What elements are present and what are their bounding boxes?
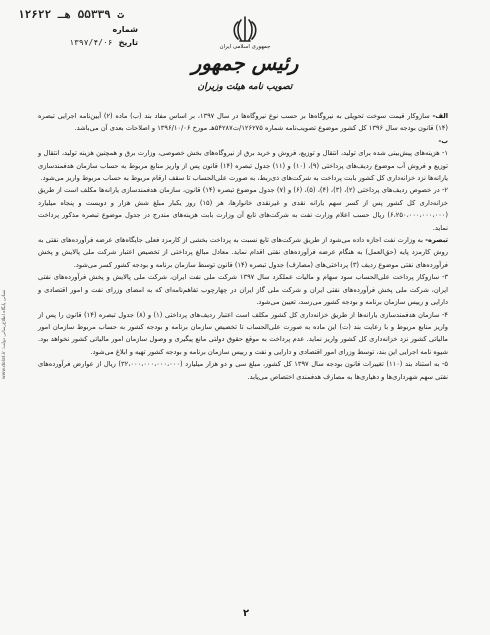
section-a-lead: الف-: [432, 112, 448, 120]
date-value: ۱۳۹۷/۴/۰۶: [69, 38, 113, 47]
note-lead: تبصره-: [425, 236, 448, 245]
number-label: شماره: [112, 25, 138, 34]
section-a-text: سازوکار قیمت سوخت تحویلی به نیروگاه‌ها بر حسب نوع نیروگاه‌ها در سال ۱۳۹۷، بر اساس مفاد بند (ب) ماده (۲) آیین‌نامه اجرایی تبصره (۱۴) قانون بودجه سال ۱۳۹۶ کل کشور موضوع تصویب‌نامه شماره ۱۲۶۲۷۵/ت۵۴۲۸۷هـ مورخ ۱۳۹۶/۱۰/۰۶ و اصلاحات بعدی آن می‌باشد.: [38, 112, 448, 133]
reference-block: [18, 8, 138, 47]
side-margin-text: نشانی پایگاه اطلاع‌رسانی دولت: www.dolat.ir: [2, 290, 7, 380]
number-row: [18, 25, 138, 34]
date-label: تاریخ: [118, 38, 138, 47]
office-title: رئیس جمهور: [191, 51, 299, 75]
paragraph-a: [38, 110, 448, 135]
decree-body: [38, 110, 448, 383]
reference-number: ۱۲۶۲۲ ت ۵۵۳۳۹ هـ: [18, 8, 124, 21]
decree-subtitle: تصویب نامه هیئت وزیران: [197, 82, 293, 92]
paragraph-b4: ۴- سازمان هدفمندسازی یارانه‌ها از طریق خزانه‌داری کل کشور مکلف است اعتبار ردیف‌های پرداختی (۱) و (۸) جدول تبصره (۱۴) قانون را پس از واریز منابع مربوط و با رعایت بند (ت) این ماده به صورت علی‌الحساب تا تخصیص سازمان برنامه و بودجه کشور به حساب مربوط سازمان امور مالیاتی کشور نزد خزانه‌داری کل کشور واریز نماید. عدم پرداخت به موقع حقوق دولتی مانع پیگیری و وصول سازمان امور مالیاتی کشور نخواهد بود. شیوه نامه اجرایی این بند، توسط وزرای امور اقتصادی و دارایی و نفت و رییس سازمان برنامه و بودجه کشور تهیه و ابلاغ می‌شود.: [38, 310, 449, 356]
section-b-lead: ب-: [438, 136, 448, 145]
paragraph-b2: ۲- در خصوص ردیف‌های پرداختی (۲)، (۳)، (۴)، (۵)، (۶) و (۷) جدول موضوع تبصره (۱۴) قانون، سازمان هدفمندسازی یارانه‌ها مکلف است از طریق خزانه‌داری کل کشور پس از کسر سهم یارانه نقدی و غیرنقدی خانوارها، هر (۱۵) روز یکبار مبلغ شش هزار و دویست و پنجاه میلیارد (۶،۲۵۰،۰۰۰،۰۰۰،۰۰۰) ریال حسب اعلام وزارت نفت به شرکت‌های تابع آن وزارت بابت هزینه‌های مندرج در جدول موضوع تبصره مذکور پرداخت نماید.: [38, 186, 448, 232]
paragraph-b5: ۵- به استناد بند (۱۱۰) تغییرات قانون بودجه سال ۱۳۹۷ کل کشور، مبلغ سی و دو هزار میلیارد (۳۲،۰۰۰،۰۰۰،۰۰۰،۰۰۰) ریال از عوارض فرآورده‌های نفتی سهم شهرداری‌ها و دهیاری‌ها به مصارف هدفمندی اختصاص می‌یابد.: [38, 360, 449, 381]
paragraph-b: [38, 135, 448, 147]
date-row: [18, 38, 138, 47]
iran-emblem-icon: [228, 14, 262, 44]
paragraph-note: [38, 234, 448, 271]
paragraph-b3: ۳- سازوکار پرداخت علی‌الحساب سود سهام و مالیات عملکرد سال ۱۳۹۷ شرکت ملی نفت ایران، شرکت ملی پالایش و پخش فرآورده‌های نفتی ایران، شرکت ملی پخش فرآورده‌های نفتی ایران و شرکت ملی گاز ایران در چهارچوب تفاهم‌نامه‌ای که به امضای وزرای نفت و امور اقتصادی و دارایی و رییس سازمان برنامه و بودجه کشور می‌رسد، تعیین می‌شود.: [38, 273, 448, 307]
republic-label: جمهوری اسلامی ایران: [219, 44, 271, 50]
note-text: به وزارت نفت اجازه داده می‌شود از طریق شرکت‌های تابع نسبت به پرداخت بخشی از کارمزد فعلی جایگاه‌های عرضه فرآورده‌های نفتی به روش کارمزد پایه (حق‌العمل) به هنگام عرضه فرآورده‌های نفتی اقدام نماید. معادل مبالغ پرداختی از تخصیص اعتبار شرکت ملی پالایش و پخش فرآورده‌های نفتی موضوع ردیف (۳) پرداختی‌های (مصارف) جدول تبصره (۱۴) قانون توسط سازمان برنامه و بودجه کشور کسر می‌شود.: [38, 236, 448, 269]
page-number: ۲: [242, 608, 250, 619]
paragraph-b1: ۱- هزینه‌های پیش‌بینی شده برای تولید، انتقال و توزیع، فروش و خرید برق از نیروگاه‌های بخش خصوصی، وزارت برق و همچنین هزینه تولید، انتقال و توزیع و فروش آب موضوع ردیف‌های پرداختی (۹)، (۱۰) و (۱۱) جدول تبصره (۱۴) قانون پس از واریز منابع مربوط به حساب سازمان هدفمندسازی یارانه‌ها نزد خزانه‌داری کل کشور بابت پرداخت به شرکت‌های ذی‌ربط، به صورت علی‌الحساب تا سقف ارقام مربوط به حساب مربوط واریز می‌شود.: [38, 149, 448, 183]
